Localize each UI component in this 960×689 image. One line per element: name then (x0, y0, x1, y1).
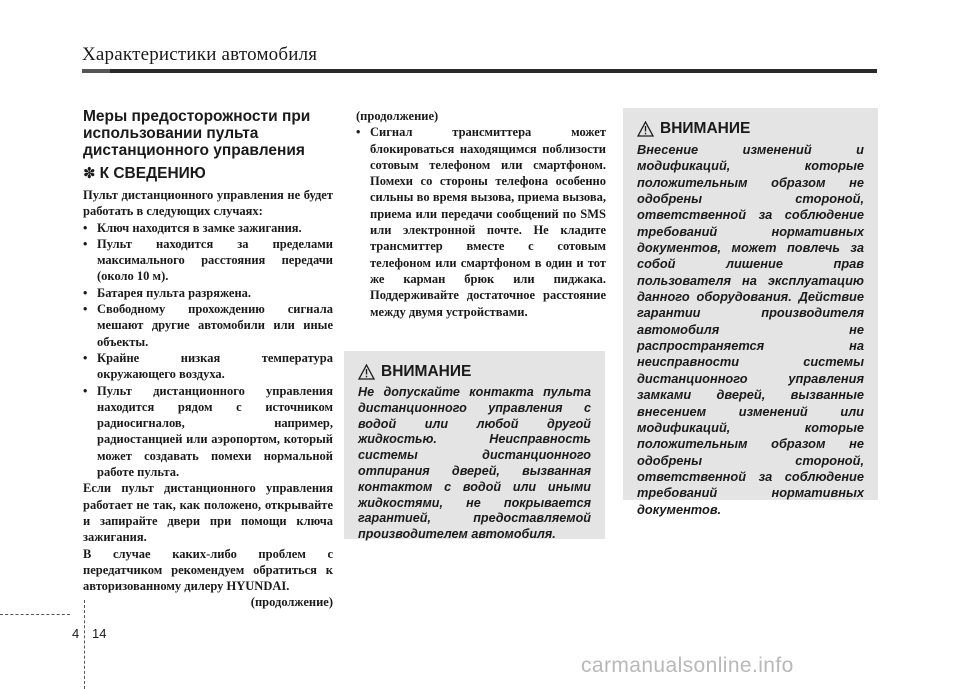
notice-list-continued (356, 124, 606, 320)
footer-divider (84, 600, 85, 689)
middle-column (356, 108, 606, 320)
notice-title: К СВЕДЕНИЮ (99, 165, 206, 182)
notice-intro: Пульт дистанционного управления не будет работать в следующих случаях: (83, 188, 333, 219)
list-item: • Сигнал трансмиттера может блокироваться находящимся поблизости сотовым телефоном или смартфоном. Помехи со стороны телефона особенно сильны во время вызова, приема вызова, приема или передачи сообщений по SMS или электронной почте. Не кладите трансмиттер вместе с сотовым телефоном или смартфоном в один и тот же карман брюк или пиджака. Поддерживайте достаточное расстояние между двумя устройствами. (356, 125, 606, 319)
notice-heading (83, 165, 333, 183)
list-item: • Пульт дистанционного управления находится рядом с источником радиосигналов, например, радиостанцией или аэропортом, который может создавать помехи нормальной работе пульта. (83, 383, 333, 480)
warning-text: Внесение изменений и модификаций, которые положительным образом не одобрены стороной, ответственной за соблюдение требований нормативных документов, может повлечь за собой лишение прав пользователя на эксплуатацию данного оборудования. Действие гарантии производителя автомобиля не распространяется на неисправности системы дистанционного управления замками дверей, вызванные внесением изменений или модификаций, которые положительным образом не одобрены стороной, ответственной за соблюдение требований нормативных документов. (637, 142, 864, 517)
list-item: • Свободному прохождению сигнала мешают другие автомобили или иные объекты. (83, 302, 333, 349)
asterisk-icon: ✽ (83, 165, 96, 182)
warning-text: Не допускайте контакта пульта дистанционного управления с водой или любой другой жидкостью. Неисправность системы дистанционного отпирания дверей, вызванная контактом с водой или иными жидкостями, не покрывается гарантией, предоставляемой производителем автомобиля. (358, 385, 591, 542)
section-title: Меры предосторожности при использовании пульта дистанционного управления (83, 108, 311, 159)
paragraph-dealer: В случае каких-либо проблем с передатчиком рекомендуем обратиться к авторизованному дилеру HYUNDAI. (83, 546, 333, 594)
list-item: • Ключ находится в замке зажигания. (83, 220, 302, 235)
chapter-number: 4 (72, 626, 80, 641)
warning-title: ВНИМАНИЕ (358, 363, 591, 381)
continued-label: (продолжение) (356, 109, 439, 123)
warning-triangle-icon (637, 121, 654, 137)
warning-triangle-icon (358, 364, 375, 380)
watermark: carmanualsonline.info (581, 654, 794, 677)
header-rule (82, 69, 877, 73)
page-number: 14 (92, 626, 107, 641)
list-item: • Пульт находится за пределами максимального расстояния передачи (около 10 м). (83, 236, 333, 284)
left-column (83, 108, 333, 611)
notice-list (83, 220, 333, 481)
footer-rule (0, 614, 70, 615)
warning-title: ВНИМАНИЕ (637, 120, 864, 138)
list-item: • Крайне низкая температура окружающего воздуха. (83, 350, 333, 382)
page-header-title: Характеристики автомобиля (82, 44, 318, 65)
paragraph-malfunction: Если пульт дистанционного управления работает не так, как положено, открывайте и запирайте двери при помощи ключа зажигания. (83, 481, 333, 545)
warning-box-modifications (623, 108, 878, 517)
warning-box-water (344, 351, 605, 542)
list-item: • Батарея пульта разряжена. (83, 285, 252, 300)
continued-label: (продолжение) (250, 595, 333, 610)
